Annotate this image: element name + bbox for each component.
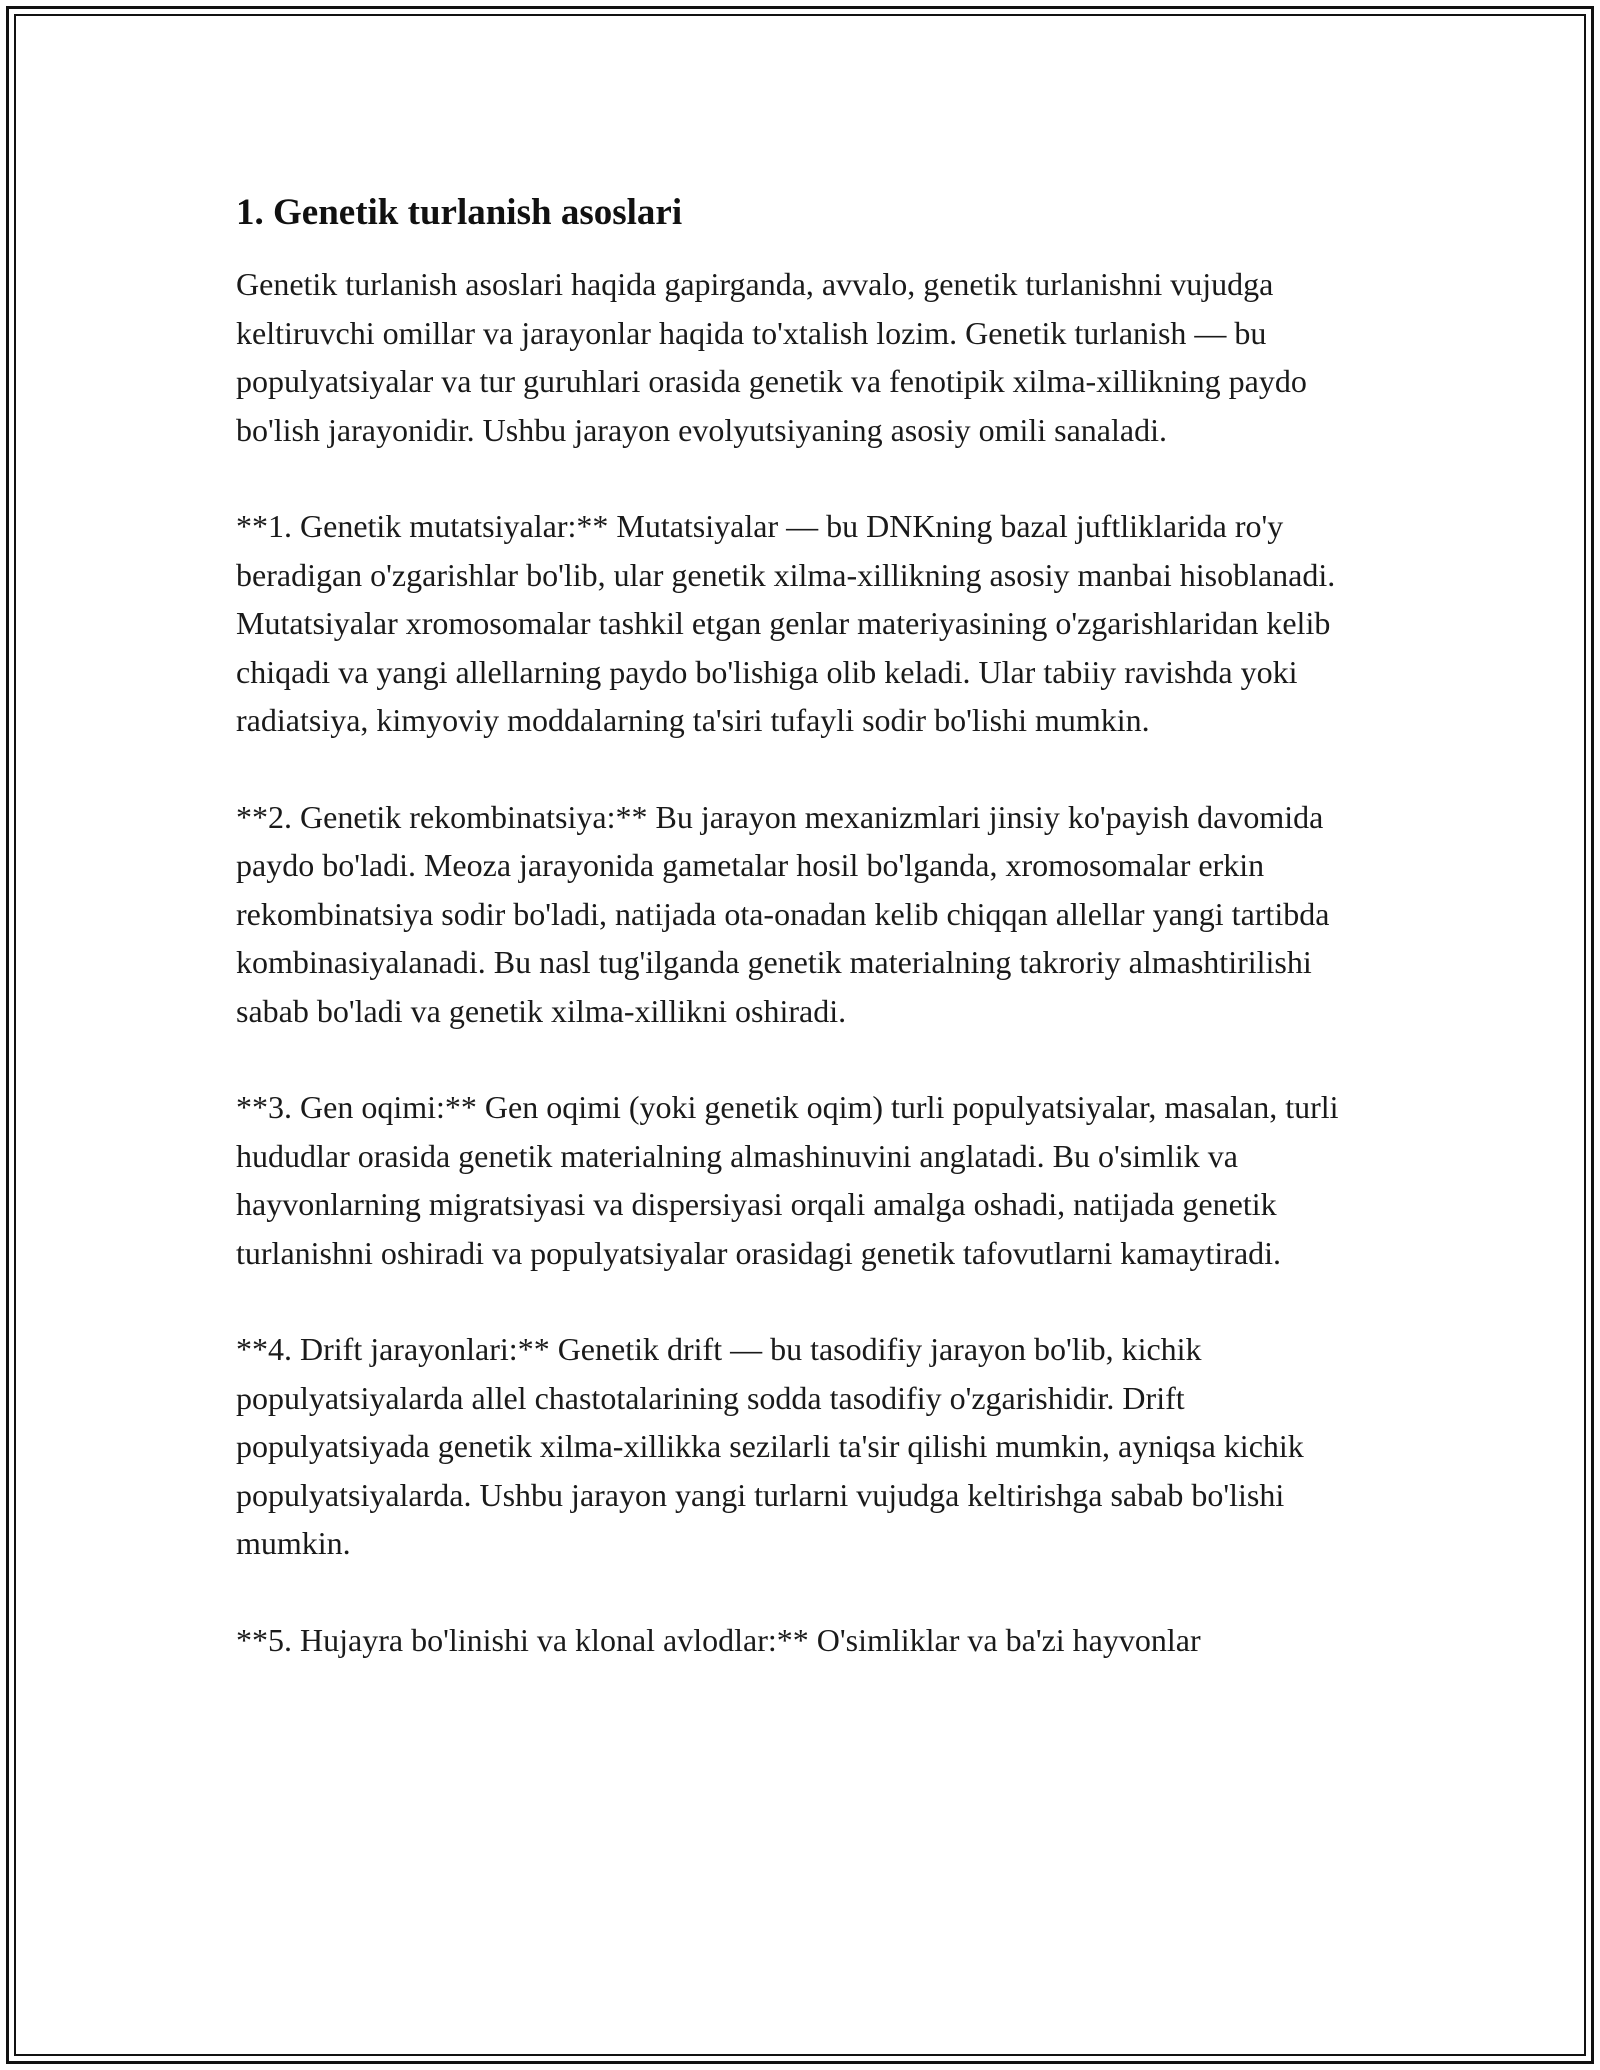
paragraph-gene-flow: **3. Gen oqimi:** Gen oqimi (yoki genetik oqim) turli populyatsiyalar, masalan, turli hududlar orasida genetik materialning almashinuvini anglatadi. Bu o'simlik va hayvonlarning migratsiyasi va dispersiyasi orqali amalga oshadi, natijada genetik turlanishni oshiradi va populyatsiyalar orasidagi genetik tafovutlarni kamaytiradi. <box>236 1089 1339 1271</box>
document-body <box>236 186 1366 1712</box>
paragraph-mutations: **1. Genetik mutatsiyalar:** Mutatsiyalar — bu DNKning bazal juftliklarida ro'y beradigan o'zgarishlar bo'lib, ular genetik xilma-xillikning asosiy manbai hisoblanadi. Mutatsiyalar xromosomalar tashkil etgan genlar materiyasining o'zgarishlaridan kelib chiqadi va yangi allellarning paydo bo'lishiga olib keladi. Ular tabiiy ravishda yoki radiatsiya, kimyoviy moddalarning ta'siri tufayli sodir bo'lishi mumkin. <box>236 508 1336 738</box>
paragraph-recombination: **2. Genetik rekombinatsiya:** Bu jarayon mexanizmlari jinsiy ko'payish davomida paydo bo'ladi. Meoza jarayonida gametalar hosil bo'lganda, xromosomalar erkin rekombinatsiya sodir bo'ladi, natijada ota-onadan kelib chiqqan allellar yangi tartibda kombinasiyalanadi. Bu nasl tug'ilganda genetik materialning takroriy almashtirilishi sabab bo'ladi va genetik xilma-xillikni oshiradi. <box>236 798 1330 1029</box>
section-heading: 1. Genetik turlanish asoslari <box>236 192 683 233</box>
intro-paragraph: Genetik turlanish asoslari haqida gapirganda, avvalo, genetik turlanishni vujudga keltiruvchi omillar va jarayonlar haqida to'xtalish lozim. Genetik turlanish — bu populyatsiyalar va tur guruhlari orasida genetik va fenotipik xilma-xillikning paydo bo'lish jarayonidir. Ushbu jarayon evolyutsiyaning asosiy omili sanaladi. <box>236 266 1307 448</box>
paragraph-drift: **4. Drift jarayonlari:** Genetik drift — bu tasodifiy jarayon bo'lib, kichik populyatsiyalarda allel chastotalarining sodda tasodifiy o'zgarishidir. Drift populyatsiyada genetik xilma-xillikka sezilarli ta'sir qilishi mumkin, ayniqsa kichik populyatsiyalarda. Ushbu jarayon yangi turlarni vujudga keltirishga sabab bo'lishi mumkin. <box>236 1331 1304 1561</box>
paragraph-cell-division: **5. Hujayra bo'linishi va klonal avlodlar:** O'simliklar va ba'zi hayvonlar <box>236 1621 1201 1658</box>
